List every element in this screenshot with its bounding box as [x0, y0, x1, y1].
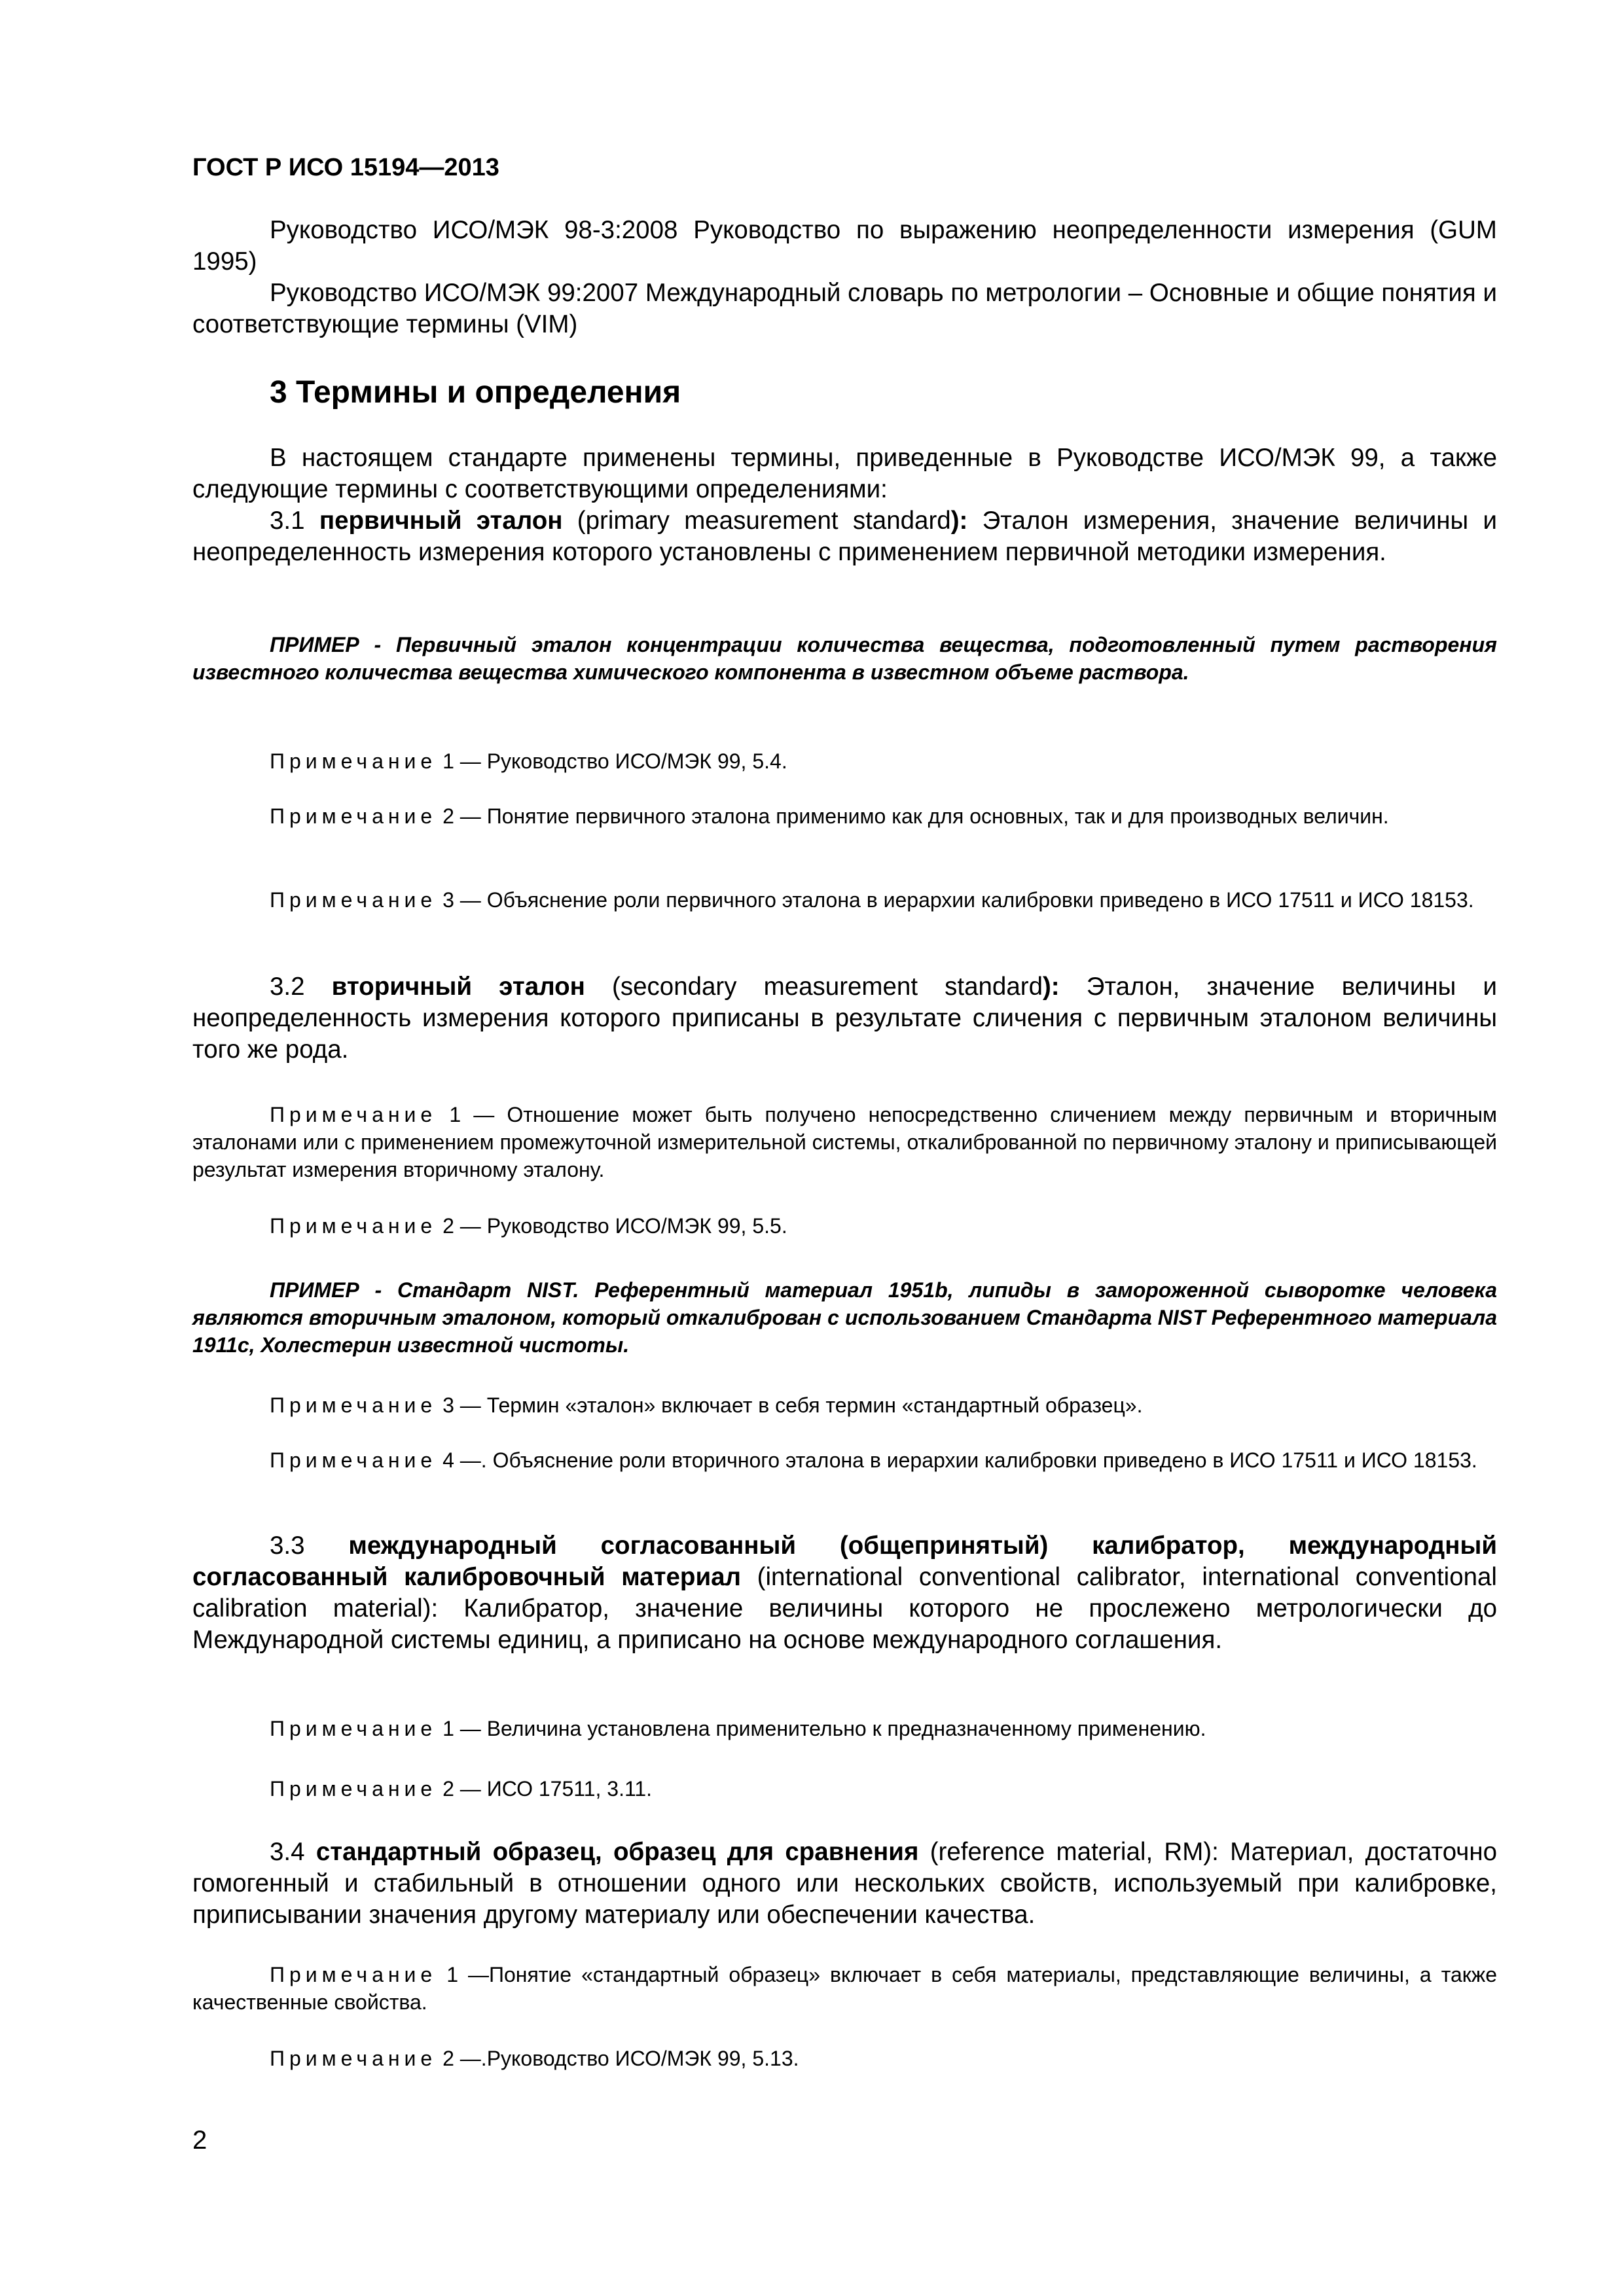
section-title: 3 Термины и определения	[270, 375, 681, 410]
note-label: Примечание	[270, 749, 437, 773]
note-text: 2 —.Руководство ИСО/МЭК 99, 5.13.	[437, 2047, 799, 2070]
note-text: 3 — Объяснение роли первичного эталона в иерархии калибровки приведено в ИСО 17511 и ИСО 18153.	[437, 888, 1474, 912]
term-number: 3.3	[270, 1532, 305, 1560]
intro-paragraph: В настоящем стандарте применены термины, приведенные в Руководстве ИСО/МЭК 99, а также следующие термины с соответствующими определениями:	[192, 444, 1497, 503]
note-label: Примечание	[270, 888, 437, 912]
reference-gum: Руководство ИСО/МЭК 98-3:2008 Руководство по выражению неопределенности измерения (GUM 1995)	[192, 216, 1497, 276]
note-label: Примечание	[270, 1777, 437, 1801]
note-3-1-2	[192, 802, 1497, 830]
note-text: 1 — Величина установлена применительно к предназначенному применению.	[437, 1717, 1206, 1740]
paren-open: (	[562, 507, 586, 535]
paren-close: ):	[950, 507, 968, 535]
note-label: Примечание	[270, 804, 437, 828]
document-page	[192, 0, 1497, 2296]
note-label: Примечание	[270, 1103, 437, 1126]
term-definition: Эталон, значение величины и неопределенность измерения которого приписаны в результате сличения с первичным эталоном величины того же рода.	[192, 973, 1497, 1064]
term-3-2	[192, 971, 1497, 1066]
term-english: primary measurement standard	[585, 507, 951, 535]
note-text: 1 — Руководство ИСО/МЭК 99, 5.4.	[437, 749, 787, 773]
term-name: первичный эталон	[319, 507, 563, 535]
note-text: 2 — Руководство ИСО/МЭК 99, 5.5.	[437, 1214, 787, 1238]
note-text: 2 — Понятие первичного эталона применимо как для основных, так и для производных величин.	[437, 804, 1389, 828]
note-3-4-1	[192, 1961, 1497, 2016]
reference-vim: Руководство ИСО/МЭК 99:2007 Международный словарь по метрологии – Основные и общие понятия и соответствующие термины (VIM)	[192, 279, 1497, 338]
note-3-1-3	[192, 886, 1497, 914]
note-label: Примечание	[270, 1963, 437, 1986]
paren-close: ):	[1042, 973, 1060, 1001]
document-header: ГОСТ Р ИСО 15194—2013	[192, 154, 499, 181]
note-label: Примечание	[270, 2047, 437, 2070]
term-3-4	[192, 1837, 1497, 1931]
note-label: Примечание	[270, 1717, 437, 1740]
term-number: 3.2	[270, 973, 305, 1001]
note-3-4-2	[192, 2045, 1497, 2072]
note-label: Примечание	[270, 1448, 437, 1472]
paren-open: (	[585, 973, 621, 1001]
note-label: Примечание	[270, 1214, 437, 1238]
note-3-2-2	[192, 1212, 1497, 1240]
term-definition: (international conventional calibrator, international conventional calibration material): Калибратор, значение величины которого не прослежено метрологически до Международной системы единиц, а приписано на основе международного соглашения.	[192, 1563, 1497, 1654]
term-name: международный согласованный (общепринятый) калибратор, международный согласованный калибровочный материал	[192, 1532, 1497, 1591]
note-3-1-1	[192, 747, 1497, 775]
note-3-2-3	[192, 1391, 1497, 1419]
term-name: вторичный эталон	[331, 973, 585, 1001]
example-primary-standard: ПРИМЕР - Первичный эталон концентрации количества вещества, подготовленный путем растворения известного количества вещества химического компонента в известном объеме раствора.	[192, 633, 1497, 684]
term-name: стандартный образец, образец для сравнения	[316, 1838, 919, 1866]
example-nist: ПРИМЕР - Стандарт NIST. Референтный материал 1951b, липиды в замороженной сыворотке человека являются вторичным эталоном, который откалиброван с использованием Стандарта NIST Референтного материала 1911с, Холестерин известной чистоты.	[192, 1278, 1497, 1357]
note-3-3-1	[192, 1715, 1497, 1742]
term-definition: (reference material, RM): Материал, достаточно гомогенный и стабильный в отношении одного или нескольких свойств, используемый при калибровке, приписывании значения другому материалу или обеспечении качества.	[192, 1838, 1497, 1929]
term-3-1	[192, 505, 1497, 568]
note-text: 1 —Понятие «стандартный образец» включает в себя материалы, представляющие величины, а также качественные свойства.	[192, 1963, 1497, 2014]
page-number: 2	[192, 2126, 208, 2155]
note-3-2-1	[192, 1101, 1497, 1183]
note-text: 1 — Отношение может быть получено непосредственно сличением между первичным и вторичным эталонами или с применением промежуточной измерительной системы, откалиброванной по первичному эталону и приписывающей результат измерения вторичному эталону.	[192, 1103, 1497, 1181]
note-text: 2 — ИСО 17511, 3.11.	[437, 1777, 653, 1801]
term-definition: Эталон измерения, значение величины и неопределенность измерения которого установлены с применением первичной методики измерения.	[192, 507, 1497, 566]
term-3-3	[192, 1530, 1497, 1656]
note-text: 3 — Термин «эталон» включает в себя термин «стандартный образец».	[437, 1393, 1143, 1417]
note-3-3-2	[192, 1775, 1497, 1803]
note-label: Примечание	[270, 1393, 437, 1417]
note-text: 4 —. Объяснение роли вторичного эталона в иерархии калибровки приведено в ИСО 17511 и ИСО 18153.	[437, 1448, 1477, 1472]
term-number: 3.1	[270, 507, 305, 535]
note-3-2-4	[192, 1446, 1497, 1474]
term-number: 3.4	[270, 1838, 305, 1866]
term-english: secondary measurement standard	[620, 973, 1043, 1001]
